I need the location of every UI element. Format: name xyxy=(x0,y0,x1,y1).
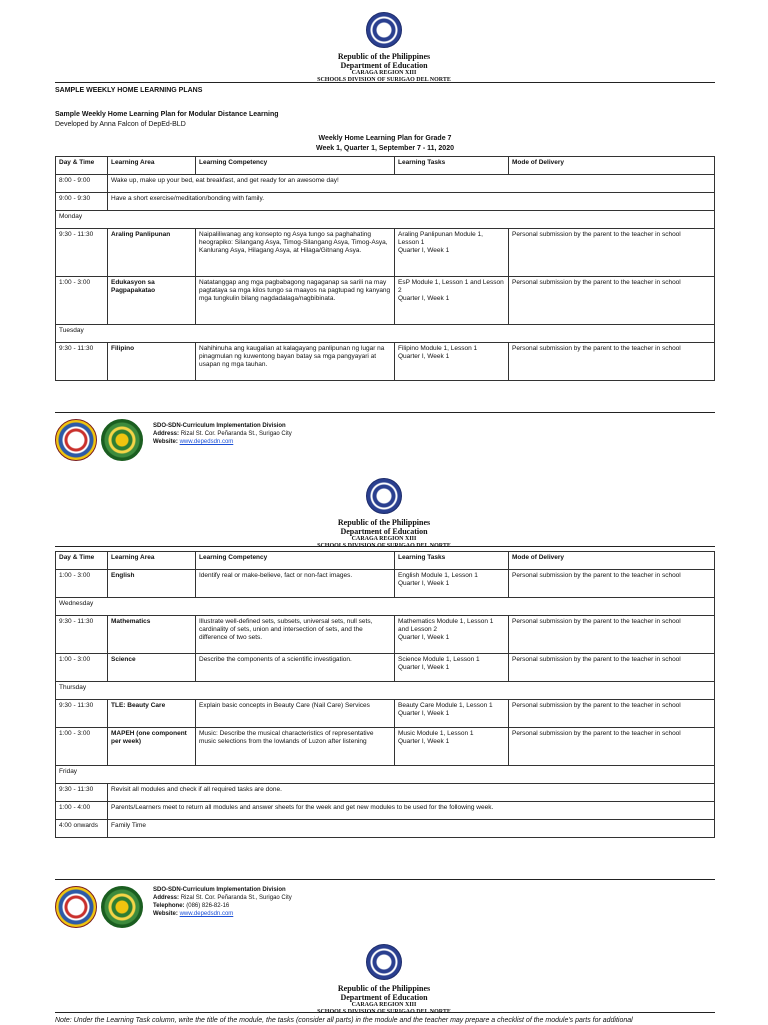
day-label: Thursday xyxy=(56,682,715,700)
time-cell: 4:00 onwards xyxy=(56,820,108,838)
time-cell: 1:00 - 3:00 xyxy=(56,654,108,682)
column-header: Mode of Delivery xyxy=(509,157,715,175)
activity-cell: Parents/Learners meet to return all modules and answer sheets for the week and get new modules to be used for the following week. xyxy=(108,802,715,820)
day-label: Friday xyxy=(56,766,715,784)
table-row xyxy=(56,277,715,325)
learning-plan-table xyxy=(55,551,715,838)
time-cell: 1:00 - 3:00 xyxy=(56,277,108,325)
column-header: Mode of Delivery xyxy=(509,552,715,570)
competency-cell: Music: Describe the musical characteristics of representative music selections from the lowlands of Luzon after listening xyxy=(196,728,395,766)
day-label: Monday xyxy=(56,211,715,229)
tasks-cell: English Module 1, Lesson 1 Quarter I, Week 1 xyxy=(395,570,509,598)
time-cell: 9:00 - 9:30 xyxy=(56,193,108,211)
website-link[interactable]: www.depedsdn.com xyxy=(179,439,234,445)
plan-title: Weekly Home Learning Plan for Grade 7 xyxy=(318,135,452,142)
division-line: SCHOOLS DIVISION OF SURIGAO DEL NORTE xyxy=(317,543,451,549)
tasks-cell: Mathematics Module 1, Lesson 1 and Lesson 2 Quarter I, Week 1 xyxy=(395,616,509,654)
table-row xyxy=(56,700,715,728)
learning-area-cell: MAPEH (one component per week) xyxy=(108,728,196,766)
footer-info xyxy=(153,886,292,918)
footer-info xyxy=(153,422,292,446)
tasks-cell: Music Module 1, Lesson 1 Quarter I, Week 1 xyxy=(395,728,509,766)
header-divider xyxy=(55,1012,715,1013)
column-header: Learning Area xyxy=(108,157,196,175)
delivery-cell: Personal submission by the parent to the teacher in school xyxy=(509,700,715,728)
plan-subheading: Sample Weekly Home Learning Plan for Modular Distance Learning xyxy=(55,111,279,118)
delivery-cell: Personal submission by the parent to the teacher in school xyxy=(509,343,715,381)
tasks-cell: Araling Panlipunan Module 1, Lesson 1 Quarter I, Week 1 xyxy=(395,229,509,277)
delivery-cell: Personal submission by the parent to the teacher in school xyxy=(509,616,715,654)
deped-seal-icon xyxy=(366,944,402,980)
website-link[interactable]: www.depedsdn.com xyxy=(179,911,234,917)
delivery-cell: Personal submission by the parent to the teacher in school xyxy=(509,570,715,598)
competency-cell: Identify real or make-believe, fact or non-fact images. xyxy=(196,570,395,598)
letterhead xyxy=(0,12,768,84)
table-row xyxy=(56,820,715,838)
footer-divider xyxy=(55,412,715,413)
time-cell: 1:00 - 3:00 xyxy=(56,570,108,598)
tasks-cell: Filipino Module 1, Lesson 1 Quarter I, Week 1 xyxy=(395,343,509,381)
learning-area-cell: Edukasyon sa Pagpapakatao xyxy=(108,277,196,325)
column-header: Learning Competency xyxy=(196,157,395,175)
department-line: Department of Education xyxy=(340,993,428,1002)
region-line: CARAGA REGION XIII xyxy=(351,536,417,542)
phone-text: (086) 826-82-16 xyxy=(186,903,230,909)
author-line: Developed by Anna Falcon of DepEd-BLD xyxy=(55,121,186,128)
page-footer xyxy=(55,881,715,933)
address-text: Rizal St. Cor. Peñaranda St., Surigao City xyxy=(180,895,292,901)
time-cell: 8:00 - 9:00 xyxy=(56,175,108,193)
table-row xyxy=(56,728,715,766)
region-line: CARAGA REGION XIII xyxy=(351,1002,417,1008)
learning-area-cell: Mathematics xyxy=(108,616,196,654)
table-row xyxy=(56,570,715,598)
office-name: SDO-SDN-Curriculum Implementation Division xyxy=(153,423,286,429)
footer-divider xyxy=(55,879,715,880)
division-logo-icon xyxy=(101,886,143,928)
table-row xyxy=(56,802,715,820)
republic-line: Republic of the Philippines xyxy=(337,52,431,61)
header-divider xyxy=(55,546,715,547)
learning-plan-table xyxy=(55,156,715,381)
table-row xyxy=(56,343,715,381)
learning-area-cell: Filipino xyxy=(108,343,196,381)
learning-area-cell: English xyxy=(108,570,196,598)
sdo-seal-icon xyxy=(55,886,97,928)
department-line: Department of Education xyxy=(340,61,428,70)
column-header: Learning Tasks xyxy=(395,552,509,570)
day-label: Wednesday xyxy=(56,598,715,616)
region-line: CARAGA REGION XIII xyxy=(351,70,417,76)
address-label: Address: xyxy=(153,895,180,901)
website-label: Website: xyxy=(153,911,178,917)
activity-cell: Have a short exercise/meditation/bonding with family. xyxy=(108,193,715,211)
competency-cell: Nahihinuha ang kaugalian at kalagayang panlipunan ng lugar na pinagmulan ng kuwentong bayan batay sa mga pangyayari at usapan ng mga tauhan. xyxy=(196,343,395,381)
table-row xyxy=(56,229,715,277)
deped-seal-icon xyxy=(366,478,402,514)
division-line: SCHOOLS DIVISION OF SURIGAO DEL NORTE xyxy=(317,1009,451,1015)
time-cell: 9:30 - 11:30 xyxy=(56,700,108,728)
phone-label: Telephone: xyxy=(153,903,185,909)
address-label: Address: xyxy=(153,431,180,437)
time-cell: 9:30 - 11:30 xyxy=(56,343,108,381)
delivery-cell: Personal submission by the parent to the teacher in school xyxy=(509,229,715,277)
day-row xyxy=(56,598,715,616)
division-line: SCHOOLS DIVISION OF SURIGAO DEL NORTE xyxy=(317,77,451,83)
time-cell: 9:30 - 11:30 xyxy=(56,784,108,802)
learning-area-cell: Science xyxy=(108,654,196,682)
sdo-seal-icon xyxy=(55,419,97,461)
table-row xyxy=(56,784,715,802)
delivery-cell: Personal submission by the parent to the teacher in school xyxy=(509,654,715,682)
tasks-cell: EsP Module 1, Lesson 1 and Lesson 2 Quarter I, Week 1 xyxy=(395,277,509,325)
day-row xyxy=(56,682,715,700)
time-cell: 1:00 - 4:00 xyxy=(56,802,108,820)
delivery-cell: Personal submission by the parent to the teacher in school xyxy=(509,277,715,325)
header-divider xyxy=(55,82,715,83)
day-row xyxy=(56,211,715,229)
activity-cell: Family Time xyxy=(108,820,715,838)
table-header-row xyxy=(56,552,715,570)
delivery-cell: Personal submission by the parent to the teacher in school xyxy=(509,728,715,766)
time-cell: 9:30 - 11:30 xyxy=(56,229,108,277)
table-row xyxy=(56,193,715,211)
republic-line: Republic of the Philippines xyxy=(337,984,431,993)
column-header: Day & Time xyxy=(56,157,108,175)
table-row xyxy=(56,616,715,654)
note-text: Note: Under the Learning Task column, write the title of the module, the tasks (consider all parts) in the module and the teacher may prepare a checklist of the module's parts for additional xyxy=(55,1017,633,1024)
address-text: Rizal St. Cor. Peñaranda St., Surigao City xyxy=(180,431,292,437)
column-header: Learning Tasks xyxy=(395,157,509,175)
republic-line: Republic of the Philippines xyxy=(337,518,431,527)
competency-cell: Illustrate well-defined sets, subsets, universal sets, null sets, cardinality of sets, union and intersection of sets, and the difference of two sets. xyxy=(196,616,395,654)
column-header: Learning Competency xyxy=(196,552,395,570)
activity-cell: Wake up, make up your bed, eat breakfast, and get ready for an awesome day! xyxy=(108,175,715,193)
competency-cell: Describe the components of a scientific investigation. xyxy=(196,654,395,682)
department-line: Department of Education xyxy=(340,527,428,536)
time-cell: 9:30 - 11:30 xyxy=(56,616,108,654)
table-row xyxy=(56,654,715,682)
tasks-cell: Beauty Care Module 1, Lesson 1 Quarter I, Week 1 xyxy=(395,700,509,728)
plan-subtitle: Week 1, Quarter 1, September 7 - 11, 2020 xyxy=(315,145,454,152)
competency-cell: Explain basic concepts in Beauty Care (Nail Care) Services xyxy=(196,700,395,728)
table-header-row xyxy=(56,157,715,175)
deped-seal-icon xyxy=(366,12,402,48)
column-header: Day & Time xyxy=(56,552,108,570)
learning-area-cell: TLE: Beauty Care xyxy=(108,700,196,728)
tasks-cell: Science Module 1, Lesson 1 Quarter I, Week 1 xyxy=(395,654,509,682)
day-row xyxy=(56,766,715,784)
website-label: Website: xyxy=(153,439,178,445)
competency-cell: Naipaliliwanag ang konsepto ng Asya tungo sa paghahating heograpiko: Silangang Asya, Timog-Silangang Asya, Timog-Asya, Kanlurang Asya, Hilagang Asya, at Hilaga/Gitnang Asya. xyxy=(196,229,395,277)
document-heading: SAMPLE WEEKLY HOME LEARNING PLANS xyxy=(55,87,203,94)
letterhead xyxy=(0,478,768,550)
competency-cell: Natatanggap ang mga pagbabagong nagaganap sa sarili na may pagtataya sa mga kilos tungo sa maayos na pagtupad ng kanyang mga tungkulin bilang nagdadalaga/nagbibinata. xyxy=(196,277,395,325)
day-row xyxy=(56,325,715,343)
column-header: Learning Area xyxy=(108,552,196,570)
learning-area-cell: Araling Panlipunan xyxy=(108,229,196,277)
activity-cell: Revisit all modules and check if all required tasks are done. xyxy=(108,784,715,802)
day-label: Tuesday xyxy=(56,325,715,343)
page-footer xyxy=(55,414,715,466)
office-name: SDO-SDN-Curriculum Implementation Division xyxy=(153,887,286,893)
letterhead xyxy=(0,944,768,1016)
time-cell: 1:00 - 3:00 xyxy=(56,728,108,766)
division-logo-icon xyxy=(101,419,143,461)
table-row xyxy=(56,175,715,193)
